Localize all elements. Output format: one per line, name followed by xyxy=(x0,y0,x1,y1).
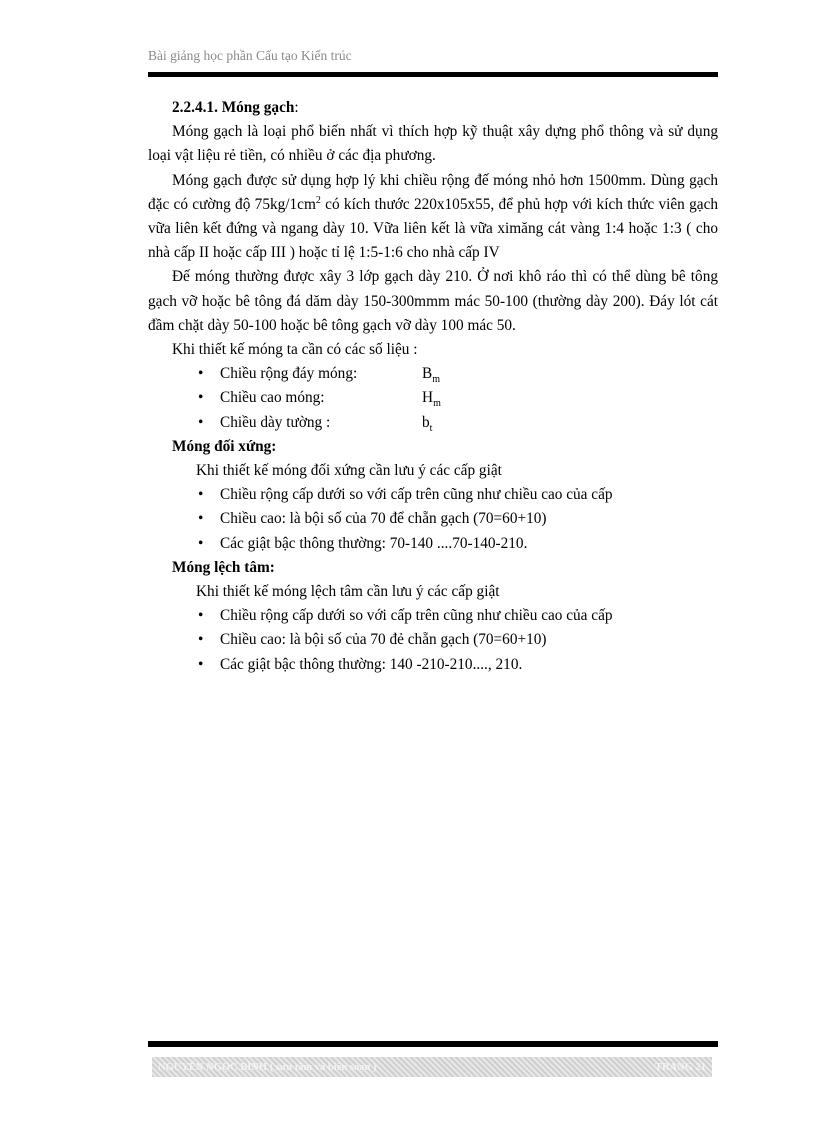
list-item xyxy=(148,386,718,410)
symmetric-list xyxy=(148,483,718,556)
spec-label: • Chiều dày tường : xyxy=(220,413,331,431)
eccentric-intro: Khi thiết kế móng lệch tâm cần lưu ý các cấp giật xyxy=(196,583,500,601)
spec-label: • Chiều cao móng: xyxy=(220,389,325,407)
list-item: • Chiều cao: là bội số của 70 để chẵn gạch (70=60+10) xyxy=(148,507,718,531)
paragraph-1: Móng gạch là loại phổ biến nhất vì thích hợp kỹ thuật xây dựng phổ thông và sử dụng loại vật liệu rẻ tiền, có nhiều ở các địa phương. xyxy=(148,123,718,165)
section-heading xyxy=(148,96,718,120)
paragraph-2b: có kích thước 220x105x55, để phủ hợp với kích thức viên gạch vữa liên kết đứng và ngang dày 10. Vữa liên kết là vữa ximăng cát vàng 1:4 hoặc 1:3 ( cho nhà cấp II hoặc cấp III ) hoặc tỉ lệ 1:5-1:6 cho nhà cấp IV xyxy=(148,195,719,262)
spec-symbol: $B_m$ xyxy=(422,365,440,386)
section-heading-text: 2.2.4.1. Móng gạch xyxy=(172,99,295,116)
header-title: Bài giảng học phần Cấu tạo Kiến trúc xyxy=(148,48,352,63)
list-item: • Chiều rộng cấp dưới so với cấp trên cũng như chiều cao của cấp xyxy=(148,604,718,628)
page-content xyxy=(148,96,718,677)
subheading-eccentric: Móng lệch tâm: xyxy=(172,558,275,576)
spec-symbol: $H_m$ xyxy=(422,389,441,410)
spec-label: • Chiều rộng đáy móng: xyxy=(220,365,358,383)
list-item xyxy=(148,411,718,435)
footer-page-number: TRANG 21 xyxy=(654,1061,706,1073)
spec-symbol: $b_t$ xyxy=(422,413,433,434)
footer-bar xyxy=(152,1057,712,1077)
list-item: • Các giật bậc thông thường: 70-140 ....70-140-210. xyxy=(148,532,718,556)
section-heading-colon: : xyxy=(294,99,299,116)
list-item: • Chiều rộng cấp dưới so với cấp trên cũng như chiều cao của cấp xyxy=(148,483,718,507)
subheading-symmetric: Móng đối xứng: xyxy=(172,437,277,455)
paragraph-3: Đế móng thường được xây 3 lớp gạch dày 210. Ở nơi khô ráo thì có thể dùng bê tông gạch vỡ hoặc bê tông đá dăm dày 150-300mmm mác 50-100 (thường dày 200). Đáy lót cát đầm chặt dày 50-100 hoặc bê tông gạch vỡ dày 100 mác 50. xyxy=(148,268,718,334)
symmetric-intro: Khi thiết kế móng đối xứng cần lưu ý các cấp giật xyxy=(196,462,502,480)
paragraph-2 xyxy=(148,169,718,266)
header-rule xyxy=(148,72,718,77)
list-item xyxy=(148,362,718,386)
spec-list xyxy=(148,362,718,435)
footer-rule xyxy=(148,1041,718,1047)
eccentric-list xyxy=(148,604,718,677)
footer-author: NGUYỄN NGỌC BÌNH ( sưu tầm và biên soạn ) xyxy=(158,1061,377,1073)
paragraph-2a: Móng gạch được sử dụng hợp lý khi chiều rộng đế móng nhỏ hơn 1500mm. Dùng gạch đặc có cường độ 75kg/1cm xyxy=(148,171,718,213)
list-item: • Chiều cao: là bội số của 70 đẻ chẵn gạch (70=60+10) xyxy=(148,628,718,652)
paragraph-4: Khi thiết kế móng ta cần có các số liệu : xyxy=(172,341,418,359)
superscript: 2 xyxy=(315,194,321,206)
list-item: • Các giật bậc thông thường: 140 -210-210...., 210. xyxy=(148,653,718,677)
